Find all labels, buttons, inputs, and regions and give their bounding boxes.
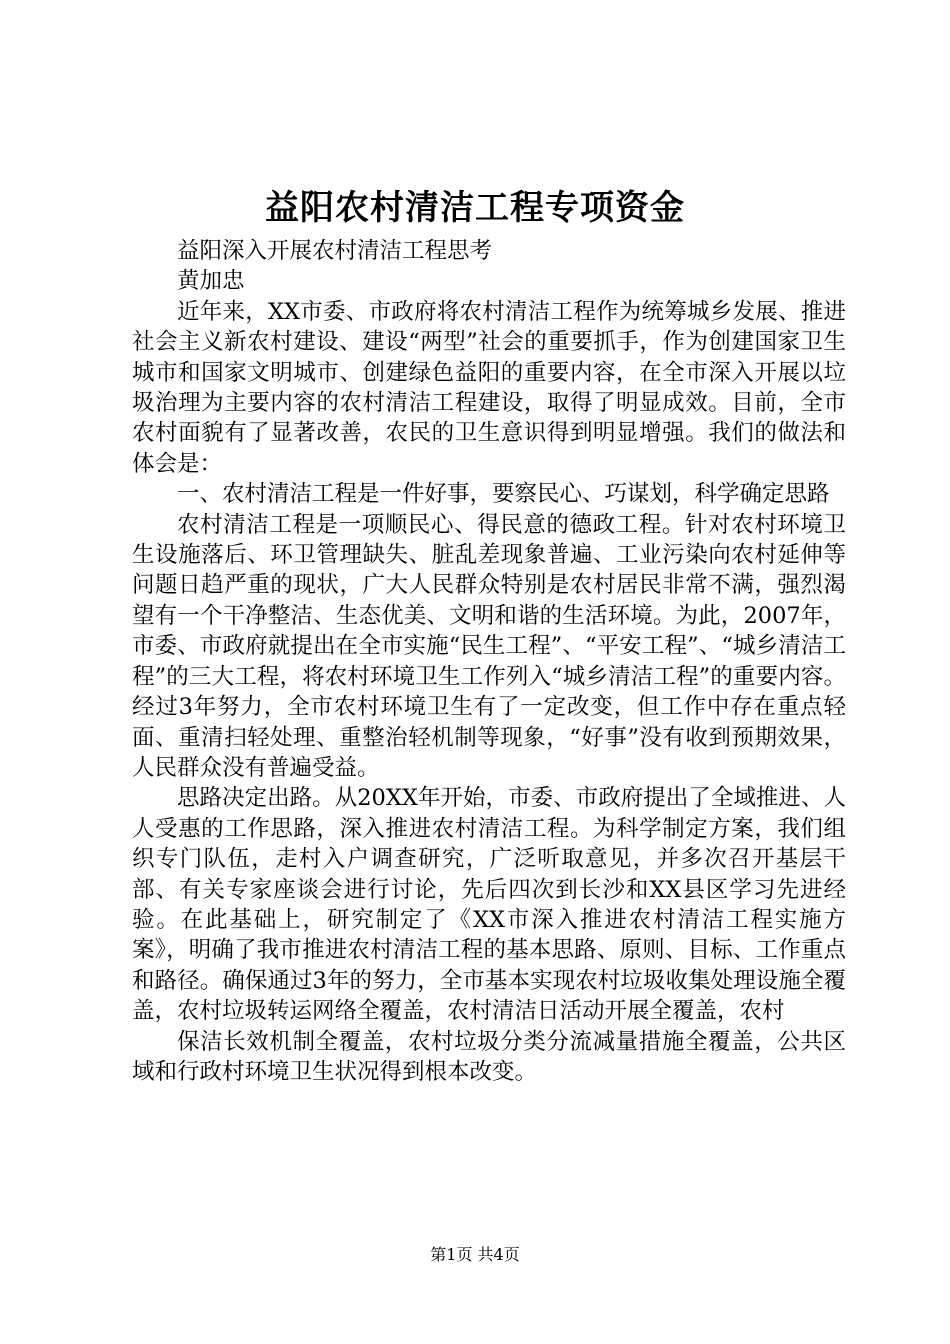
body-paragraph-1: 农村清洁工程是一项顺民心、得民意的德政工程。针对农村环境卫生设施落后、环卫管理缺失、脏乱差现象普遍、工业污染向农村延伸等问题日趋严重的现状，广大人民群众特别是农村居民非常不满，强烈渴望有一个干净整洁、生态优美、文明和谐的生活环境。为此，2007年，市委、市政府就提出在全市实施“民生工程”、“平安工程”、“城乡清洁工程”的三大工程，将农村环境卫生工作列入“城乡清洁工程”的重要内容。经过3年努力，全市农村环境卫生有了一定改变，但工作中存在重点轻面、重清扫轻处理、重整治轻机制等现象，“好事”没有收到预期效果，人民群众没有普遍受益。	[132, 511, 846, 781]
subtitle-paragraph: 益阳深入开展农村清洁工程思考	[177, 238, 493, 264]
section-heading-1: 一、农村清洁工程是一件好事，要察民心、巧谋划，科学确定思路	[177, 481, 830, 508]
document-title: 益阳农村清洁工程专项资金	[265, 188, 685, 228]
body-paragraph-2: 思路决定出路。从20XX年开始，市委、市政府提出了全域推进、人人受惠的工作思路，深入推进农村清洁工程。为科学制定方案，我们组织专门队伍，走村入户调查研究，广泛听取意见，并多次召开基层干部、有关专家座谈会进行讨论，先后四次到长沙和XX县区学习先进经验。在此基础上，研究制定了《XX市深入推进农村清洁工程实施方案》，明确了我市推进农村清洁工程的基本思路、原则、目标、工作重点和路径。确保通过3年的努力，全市基本实现农村垃圾收集处理设施全覆盖，农村垃圾转运网络全覆盖，农村清洁日活动开展全覆盖，农村	[132, 785, 846, 1025]
page-footer: 第1页 共4页	[430, 1245, 520, 1264]
author-paragraph: 黄加忠	[177, 268, 245, 295]
intro-paragraph: 近年来，XX市委、市政府将农村清洁工程作为统筹城乡发展、推进社会主义新农村建设、建设“两型”社会的重要抓手，作为创建国家卫生城市和国家文明城市、创建绿色益阳的重要内容，在全市深入开展以垃圾治理为主要内容的农村清洁工程建设，取得了明显成效。目前，全市农村面貌有了显著改善，农民的卫生意识得到明显增强。我们的做法和体会是：	[132, 298, 846, 477]
body-paragraph-3: 保洁长效机制全覆盖，农村垃圾分类分流减量措施全覆盖，公共区域和行政村环境卫生状况得到根本改变。	[132, 1028, 846, 1085]
document-body	[132, 236, 846, 1087]
